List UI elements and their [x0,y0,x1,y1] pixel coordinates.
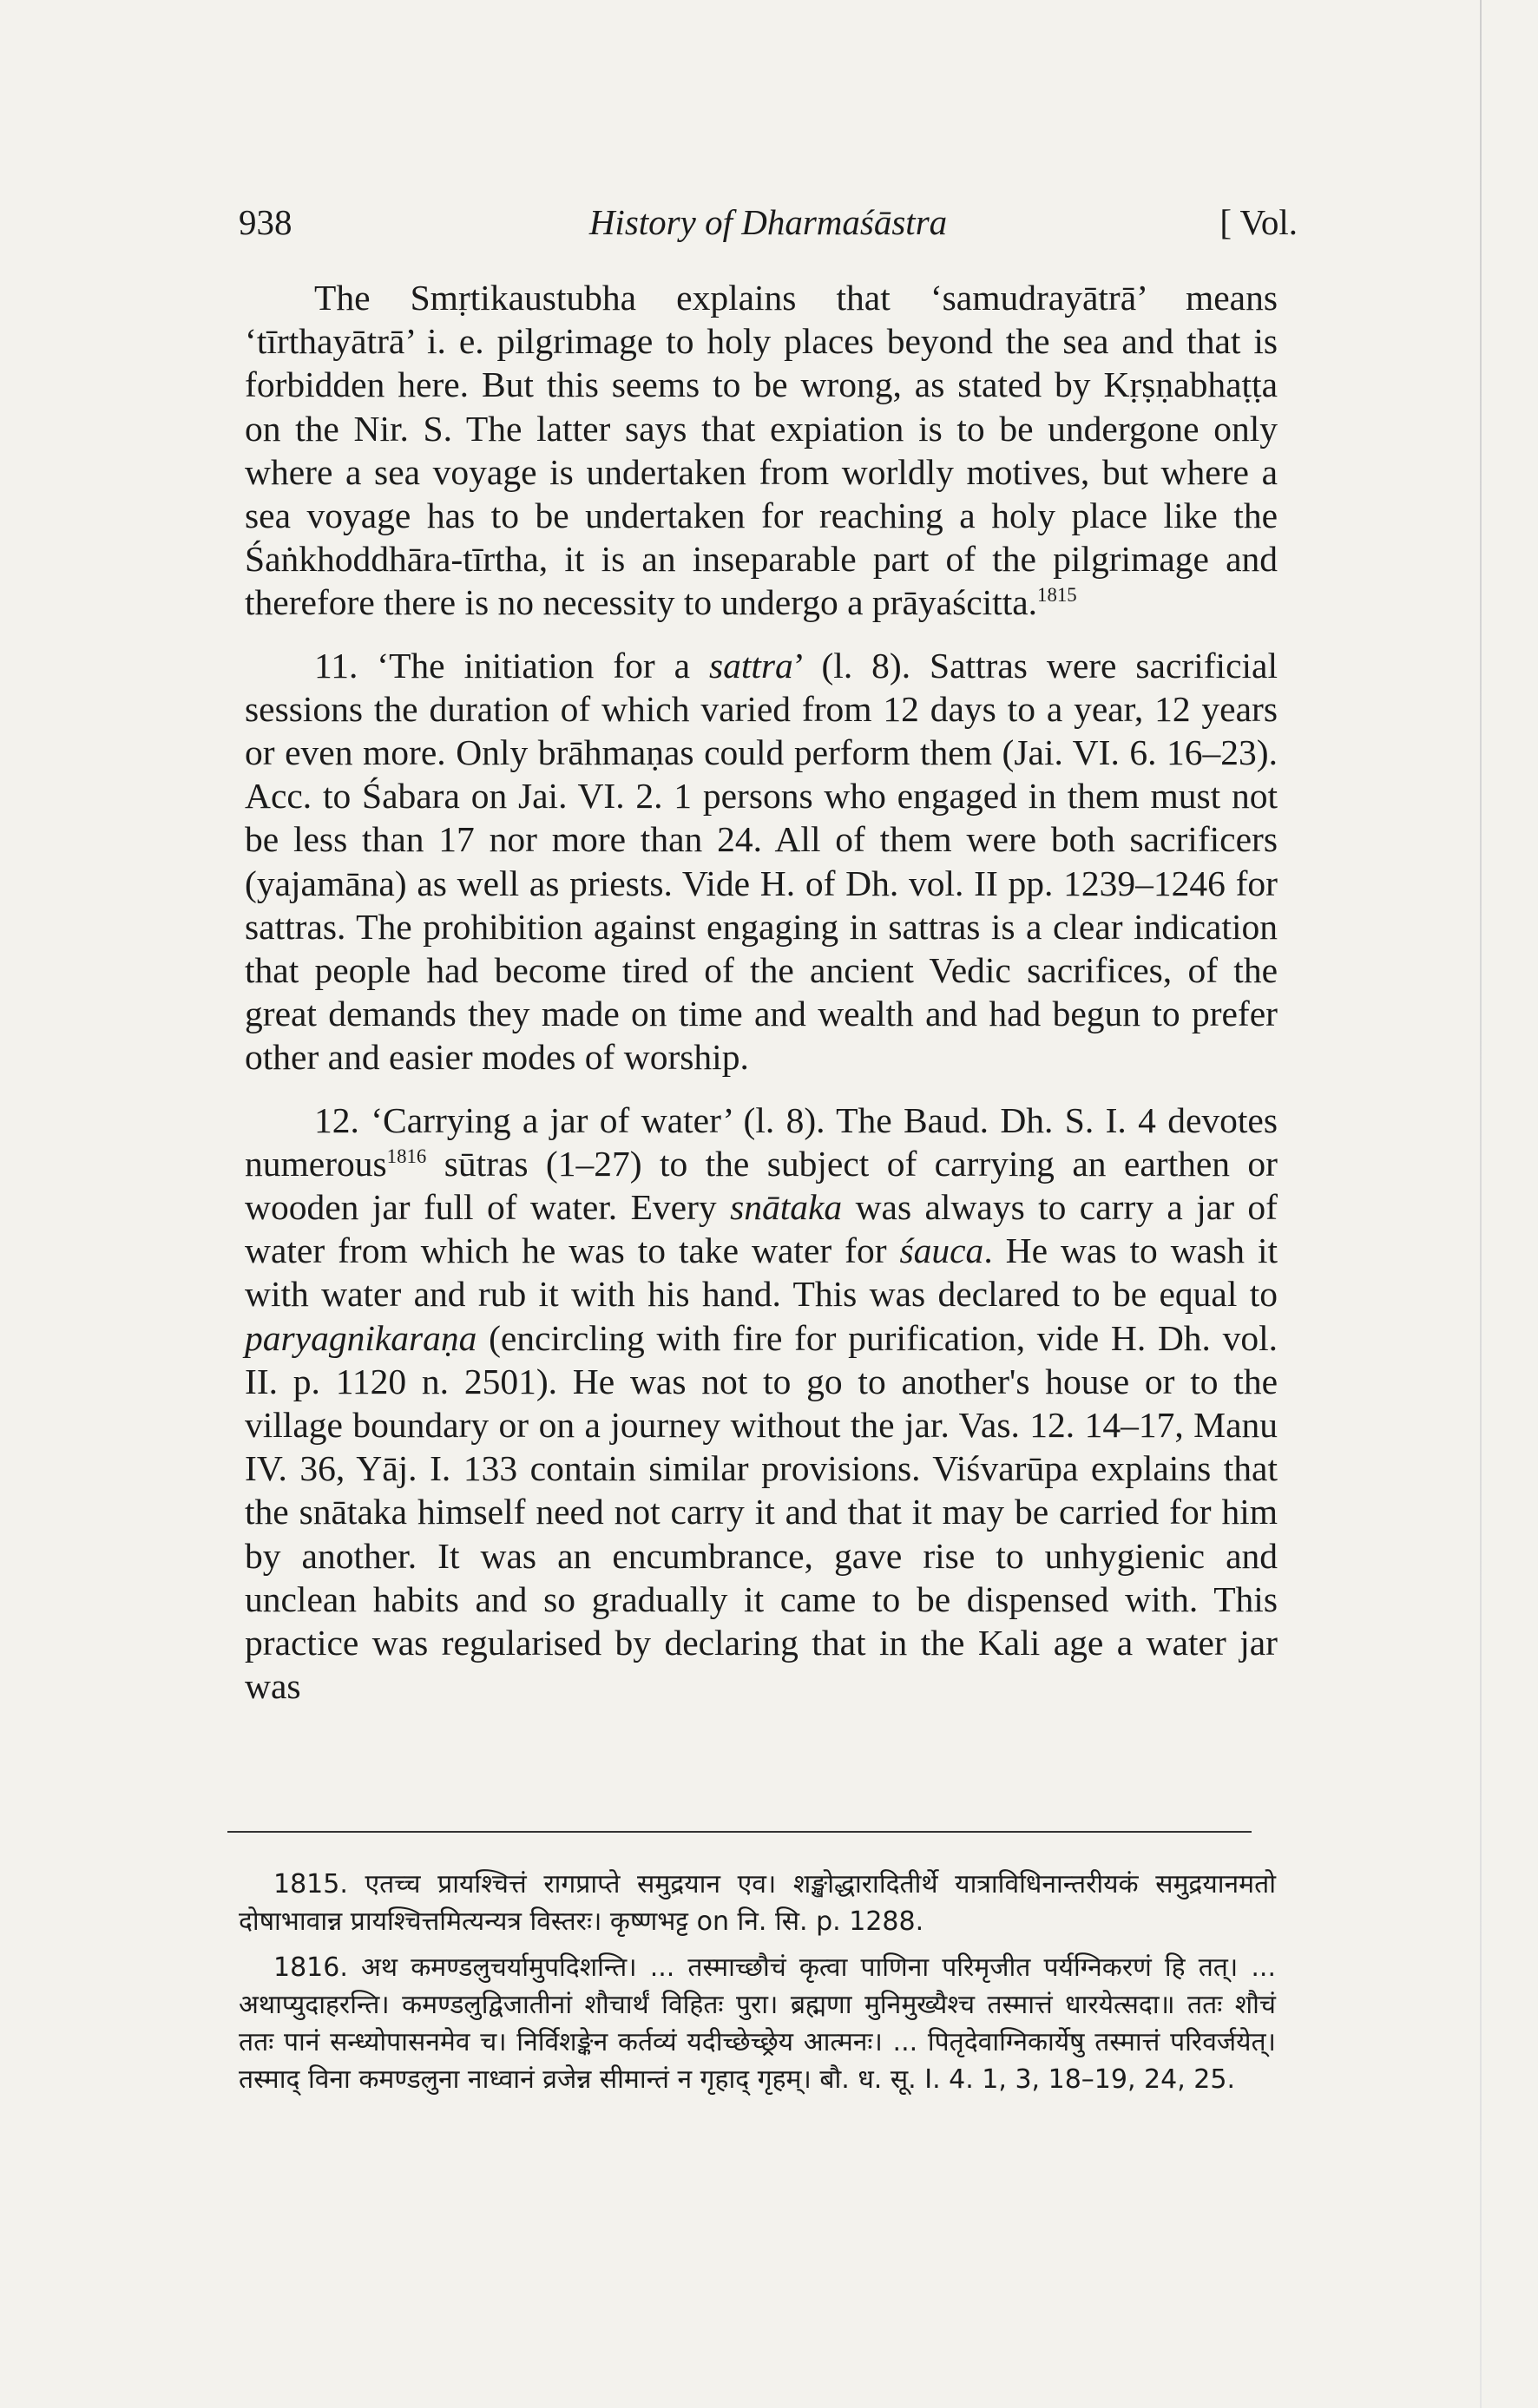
paragraph-text: ’ (l. 8). Sattras were sacrificial sessions the duration of which varied from 12 days to a year, 12 years or even more. Only brāhmaṇas could perform them (Jai. VI. 6. 16–23). Acc. to Śabara on Jai. VI. 2. 1 persons who engaged in them must not be less than 17 nor more than 24. All of them were both sacrificers (yajamāna) as well as priests. Vide H. of Dh. vol. II pp. 1239–1246 for sattras. The prohibition against engaging in sattras is a clear indication that people had become tired of the ancient Vedic sacrifices, of the great demands they made on time and wealth and had begun to prefer other and easier modes of worship. [245,645,1278,1078]
footnotes [239,1866,1276,2107]
paragraph-text: 11. ‘The initiation for a [314,645,709,686]
footnote-marker-1815: 1815 [1037,584,1077,607]
paragraph-text: was always to carry a jar of water from which he was to take water for [245,1187,1278,1271]
paragraph-sattra [245,644,1278,1079]
running-header [239,201,1298,253]
main-text [245,276,1278,1709]
paragraph-text: 12. ‘Carrying a jar of water’ (l. 8). The Baud. Dh. S. I. 4 devotes numerous [245,1099,1278,1184]
paragraph-text: . He was to wash it with water and rub it with his hand. This was declared to be equal to [245,1230,1278,1315]
paragraph-text: The Smṛtikaustubha explains that ‘samudrayātrā’ means ‘tīrthayātrā’ i. e. pilgrimage to holy places beyond the sea and that is forbidden here. But this seems to be wrong, as stated by Kṛṣṇabhaṭṭa on the Nir. S. The latter says that expiation is to be undergone only where a sea voyage is undertaken from worldly motives, but where a sea voyage has to be undertaken for reaching a holy place like the Śaṅkhoddhāra-tīrtha, it is an inseparable part of the pilgrimage and therefore there is no necessity to undergo a prāyaścitta. [245,278,1278,623]
italic-term: paryagnikaraṇa [245,1317,477,1358]
paragraph-water-jar [245,1099,1278,1709]
italic-term: snātaka [730,1187,843,1228]
paragraph-smrtikaustubha [245,276,1278,625]
footnote-1815: 1815. एतच्च प्रायश्चित्तं रागप्राप्ते समुद्रयान एव। शङ्खोद्धारादितीर्थे यात्राविधिनान्तरीयकं समुद्रयानमतो दोषाभावान्न प्रायश्चित्तमित्यन्यत्र विस्तरः। कृष्णभट्ट on नि. सि. p. 1288. [239,1869,1276,1937]
italic-term: sattra [708,645,793,686]
footnote-marker-1816: 1816 [386,1145,427,1168]
page-edge-shadow [1480,0,1482,2408]
paragraph-text: sūtras (1–27) to the subject of carrying an earthen or wooden jar full of water. Every [245,1143,1278,1228]
paragraph-text: (encircling with fire for purification, vide H. Dh. vol. II. p. 1120 n. 2501). He was not to go to another's house or to the village boundary or on a journey without the jar. Vas. 12. 14–17, Manu IV. 36, Yāj. I. 133 contain similar provisions. Viśvarūpa explains that the snātaka himself need not carry it and that it may be carried for him by another. It was an encumbrance, gave rise to unhygienic and unclean habits and so gradually it came to be dispensed with. This practice was regularised by declaring that in the Kali age a water jar was [245,1317,1278,1707]
footnote-divider [227,1831,1252,1833]
page-number: 938 [239,202,292,242]
footnote-1816: 1816. अथ कमण्डलुचर्यामुपदिशन्ति। ... तस्माच्छौचं कृत्वा पाणिना परिमृजीत पर्यग्निकरणं हि तत्। ... अथाप्युदाहरन्ति। कमण्डलुद्विजातीनां शौचार्थं विहितः पुरा। ब्रह्मणा मुनिमुख्यैश्च तस्मात्तं धारयेत्सदा॥ ततः शौचं ततः पानं सन्ध्योपासनमेव च। निर्विशङ्केन कर्तव्यं यदीच्छेच्छ्रेय आत्मनः। ... पितृदेवाग्निकार्येषु तस्मात्तं परिवर्जयेत्। तस्माद् विना कमण्डलुना नाध्वानं व्रजेन्न सीमान्तं न गृहाद् गृहम्। बौ. ध. सू. I. 4. 1, 3, 18–19, 24, 25. [239,1952,1276,2095]
italic-term: śauca [899,1230,984,1271]
volume-label: [ Vol. [1219,202,1298,242]
running-title: History of Dharmaśāstra [588,202,948,242]
